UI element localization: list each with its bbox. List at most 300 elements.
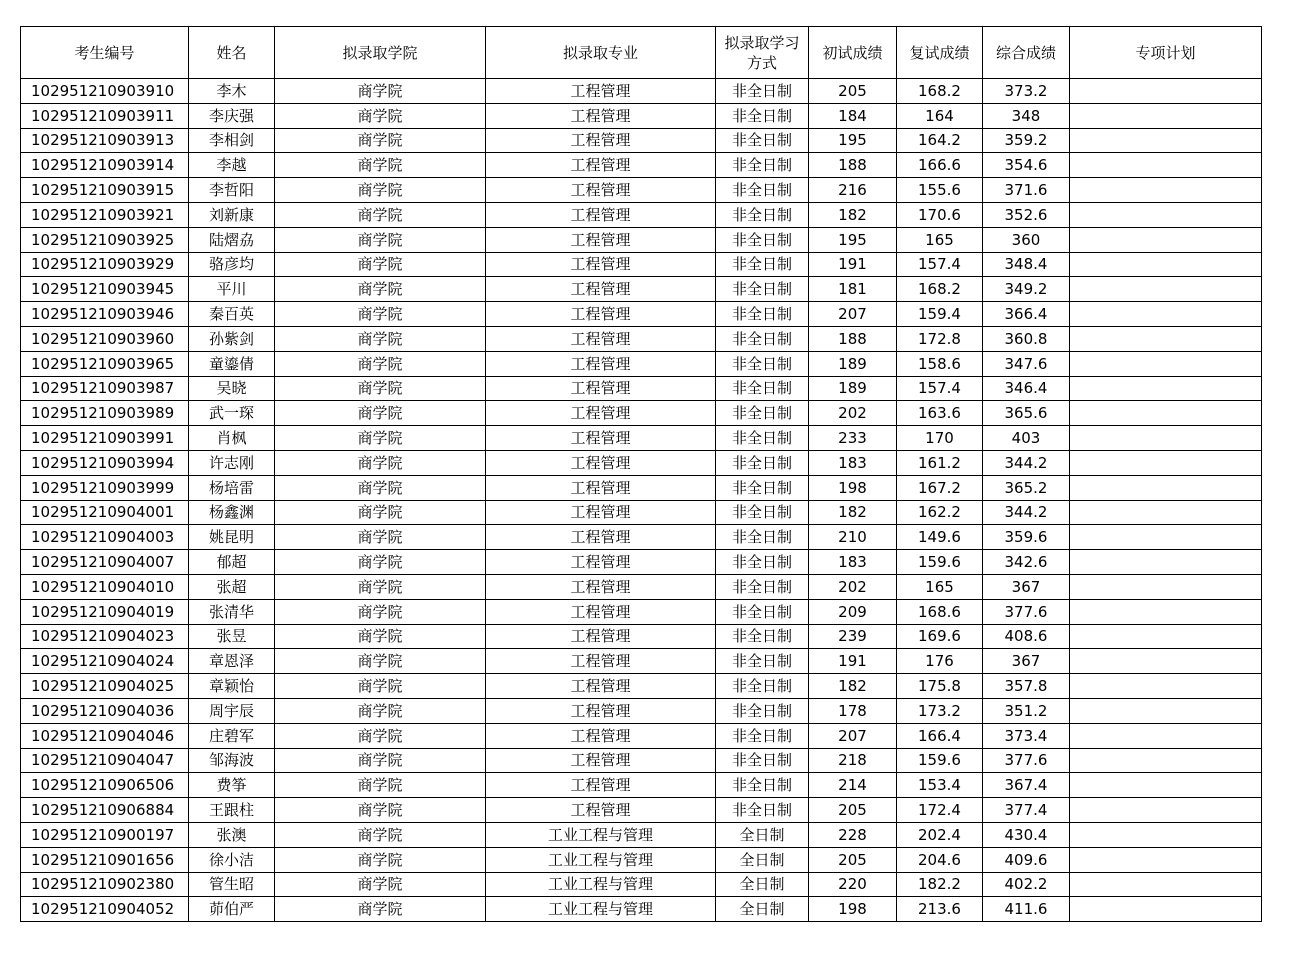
cell-major: 工程管理 [486, 426, 716, 451]
cell-study-mode: 非全日制 [716, 550, 809, 575]
cell-name: 李木 [189, 79, 275, 104]
cell-college: 商学院 [275, 376, 486, 401]
cell-initial-score: 218 [809, 748, 897, 773]
cell-study-mode: 非全日制 [716, 227, 809, 252]
cell-college: 商学院 [275, 550, 486, 575]
cell-total-score: 411.6 [983, 897, 1070, 922]
cell-major: 工程管理 [486, 103, 716, 128]
cell-candidate-id: 102951210900197 [21, 822, 189, 847]
cell-study-mode: 非全日制 [716, 376, 809, 401]
cell-retest-score: 170 [897, 426, 983, 451]
cell-candidate-id: 102951210903921 [21, 202, 189, 227]
cell-name: 章恩泽 [189, 649, 275, 674]
cell-college: 商学院 [275, 401, 486, 426]
cell-major: 工程管理 [486, 326, 716, 351]
table-row [21, 649, 1262, 674]
cell-special-plan [1070, 351, 1262, 376]
cell-special-plan [1070, 227, 1262, 252]
cell-major: 工程管理 [486, 202, 716, 227]
table-row [21, 847, 1262, 872]
cell-name: 孙紫剑 [189, 326, 275, 351]
cell-candidate-id: 102951210904007 [21, 550, 189, 575]
cell-initial-score: 191 [809, 252, 897, 277]
cell-college: 商学院 [275, 723, 486, 748]
cell-study-mode: 非全日制 [716, 302, 809, 327]
cell-retest-score: 157.4 [897, 252, 983, 277]
cell-initial-score: 195 [809, 128, 897, 153]
cell-total-score: 359.2 [983, 128, 1070, 153]
cell-special-plan [1070, 847, 1262, 872]
table-row [21, 599, 1262, 624]
cell-study-mode: 非全日制 [716, 277, 809, 302]
cell-major: 工程管理 [486, 574, 716, 599]
cell-name: 吴晓 [189, 376, 275, 401]
cell-study-mode: 非全日制 [716, 798, 809, 823]
cell-name: 徐小洁 [189, 847, 275, 872]
cell-name: 骆彦均 [189, 252, 275, 277]
cell-college: 商学院 [275, 153, 486, 178]
cell-candidate-id: 102951210904024 [21, 649, 189, 674]
cell-initial-score: 188 [809, 326, 897, 351]
cell-initial-score: 182 [809, 202, 897, 227]
cell-retest-score: 166.4 [897, 723, 983, 748]
cell-special-plan [1070, 79, 1262, 104]
cell-initial-score: 191 [809, 649, 897, 674]
cell-major: 工程管理 [486, 525, 716, 550]
cell-retest-score: 173.2 [897, 698, 983, 723]
cell-total-score: 348 [983, 103, 1070, 128]
cell-initial-score: 216 [809, 178, 897, 203]
table-row [21, 227, 1262, 252]
cell-retest-score: 165 [897, 574, 983, 599]
cell-total-score: 351.2 [983, 698, 1070, 723]
cell-major: 工程管理 [486, 351, 716, 376]
cell-retest-score: 161.2 [897, 450, 983, 475]
cell-total-score: 367 [983, 574, 1070, 599]
cell-initial-score: 198 [809, 897, 897, 922]
cell-name: 张昱 [189, 624, 275, 649]
cell-college: 商学院 [275, 773, 486, 798]
cell-initial-score: 214 [809, 773, 897, 798]
cell-retest-score: 163.6 [897, 401, 983, 426]
table-row [21, 178, 1262, 203]
cell-total-score: 365.2 [983, 475, 1070, 500]
cell-college: 商学院 [275, 178, 486, 203]
cell-study-mode: 非全日制 [716, 79, 809, 104]
cell-college: 商学院 [275, 252, 486, 277]
cell-special-plan [1070, 674, 1262, 699]
cell-name: 周宇辰 [189, 698, 275, 723]
table-row [21, 773, 1262, 798]
cell-special-plan [1070, 872, 1262, 897]
table-row [21, 326, 1262, 351]
cell-total-score: 366.4 [983, 302, 1070, 327]
table-row [21, 624, 1262, 649]
table-row [21, 500, 1262, 525]
cell-retest-score: 168.2 [897, 277, 983, 302]
cell-study-mode: 非全日制 [716, 351, 809, 376]
cell-college: 商学院 [275, 302, 486, 327]
cell-major: 工程管理 [486, 376, 716, 401]
admission-table [20, 26, 1262, 922]
cell-major: 工程管理 [486, 401, 716, 426]
cell-study-mode: 非全日制 [716, 426, 809, 451]
cell-major: 工业工程与管理 [486, 897, 716, 922]
cell-candidate-id: 102951210903999 [21, 475, 189, 500]
cell-major: 工业工程与管理 [486, 872, 716, 897]
cell-college: 商学院 [275, 847, 486, 872]
cell-retest-score: 182.2 [897, 872, 983, 897]
cell-retest-score: 155.6 [897, 178, 983, 203]
cell-special-plan [1070, 723, 1262, 748]
cell-major: 工程管理 [486, 624, 716, 649]
cell-total-score: 354.6 [983, 153, 1070, 178]
cell-name: 许志刚 [189, 450, 275, 475]
table-row [21, 574, 1262, 599]
cell-special-plan [1070, 649, 1262, 674]
cell-retest-score: 167.2 [897, 475, 983, 500]
cell-total-score: 360.8 [983, 326, 1070, 351]
header-retest-score: 复试成绩 [897, 27, 983, 79]
cell-retest-score: 164 [897, 103, 983, 128]
table-header-row [21, 27, 1262, 79]
cell-college: 商学院 [275, 822, 486, 847]
cell-special-plan [1070, 599, 1262, 624]
cell-special-plan [1070, 277, 1262, 302]
cell-retest-score: 159.4 [897, 302, 983, 327]
cell-college: 商学院 [275, 128, 486, 153]
cell-candidate-id: 102951210903914 [21, 153, 189, 178]
table-row [21, 302, 1262, 327]
cell-total-score: 357.8 [983, 674, 1070, 699]
cell-major: 工程管理 [486, 649, 716, 674]
cell-special-plan [1070, 475, 1262, 500]
cell-candidate-id: 102951210903911 [21, 103, 189, 128]
header-total-score: 综合成绩 [983, 27, 1070, 79]
cell-college: 商学院 [275, 698, 486, 723]
cell-initial-score: 183 [809, 450, 897, 475]
cell-initial-score: 210 [809, 525, 897, 550]
cell-name: 陆熠劦 [189, 227, 275, 252]
cell-candidate-id: 102951210903989 [21, 401, 189, 426]
cell-college: 商学院 [275, 202, 486, 227]
cell-college: 商学院 [275, 872, 486, 897]
table-row [21, 872, 1262, 897]
cell-candidate-id: 102951210906884 [21, 798, 189, 823]
cell-study-mode: 非全日制 [716, 178, 809, 203]
cell-total-score: 360 [983, 227, 1070, 252]
table-row [21, 153, 1262, 178]
cell-special-plan [1070, 525, 1262, 550]
table-row [21, 376, 1262, 401]
cell-study-mode: 非全日制 [716, 599, 809, 624]
cell-study-mode: 非全日制 [716, 773, 809, 798]
cell-name: 管生昭 [189, 872, 275, 897]
cell-retest-score: 162.2 [897, 500, 983, 525]
table-row [21, 798, 1262, 823]
cell-major: 工程管理 [486, 302, 716, 327]
cell-major: 工程管理 [486, 227, 716, 252]
cell-candidate-id: 102951210903913 [21, 128, 189, 153]
cell-study-mode: 非全日制 [716, 401, 809, 426]
cell-total-score: 402.2 [983, 872, 1070, 897]
cell-total-score: 344.2 [983, 500, 1070, 525]
cell-special-plan [1070, 401, 1262, 426]
cell-major: 工程管理 [486, 128, 716, 153]
cell-total-score: 346.4 [983, 376, 1070, 401]
cell-candidate-id: 102951210904025 [21, 674, 189, 699]
cell-initial-score: 205 [809, 847, 897, 872]
cell-name: 张超 [189, 574, 275, 599]
cell-college: 商学院 [275, 326, 486, 351]
header-name: 姓名 [189, 27, 275, 79]
cell-major: 工程管理 [486, 798, 716, 823]
cell-total-score: 367 [983, 649, 1070, 674]
cell-college: 商学院 [275, 897, 486, 922]
cell-study-mode: 全日制 [716, 897, 809, 922]
cell-major: 工程管理 [486, 500, 716, 525]
table-row [21, 525, 1262, 550]
cell-study-mode: 非全日制 [716, 153, 809, 178]
cell-initial-score: 189 [809, 351, 897, 376]
cell-study-mode: 非全日制 [716, 500, 809, 525]
table-row [21, 450, 1262, 475]
cell-initial-score: 209 [809, 599, 897, 624]
cell-name: 王跟柱 [189, 798, 275, 823]
cell-retest-score: 172.8 [897, 326, 983, 351]
cell-college: 商学院 [275, 277, 486, 302]
table-body [21, 79, 1262, 922]
cell-initial-score: 205 [809, 79, 897, 104]
cell-name: 张清华 [189, 599, 275, 624]
cell-special-plan [1070, 178, 1262, 203]
table-row [21, 351, 1262, 376]
cell-retest-score: 166.6 [897, 153, 983, 178]
cell-retest-score: 176 [897, 649, 983, 674]
cell-candidate-id: 102951210904036 [21, 698, 189, 723]
cell-special-plan [1070, 822, 1262, 847]
cell-study-mode: 非全日制 [716, 698, 809, 723]
cell-total-score: 342.6 [983, 550, 1070, 575]
cell-special-plan [1070, 326, 1262, 351]
header-candidate-id: 考生编号 [21, 27, 189, 79]
header-major: 拟录取专业 [486, 27, 716, 79]
cell-total-score: 377.6 [983, 599, 1070, 624]
cell-name: 郁超 [189, 550, 275, 575]
header-college: 拟录取学院 [275, 27, 486, 79]
cell-initial-score: 228 [809, 822, 897, 847]
cell-total-score: 373.4 [983, 723, 1070, 748]
cell-candidate-id: 102951210906506 [21, 773, 189, 798]
cell-candidate-id: 102951210904010 [21, 574, 189, 599]
cell-candidate-id: 102951210903946 [21, 302, 189, 327]
table-row [21, 277, 1262, 302]
cell-name: 杨培雷 [189, 475, 275, 500]
cell-college: 商学院 [275, 227, 486, 252]
cell-name: 李庆强 [189, 103, 275, 128]
table-row [21, 748, 1262, 773]
cell-total-score: 371.6 [983, 178, 1070, 203]
table-row [21, 723, 1262, 748]
cell-retest-score: 202.4 [897, 822, 983, 847]
cell-retest-score: 175.8 [897, 674, 983, 699]
table-row [21, 103, 1262, 128]
cell-study-mode: 非全日制 [716, 748, 809, 773]
cell-retest-score: 164.2 [897, 128, 983, 153]
table-row [21, 128, 1262, 153]
cell-name: 李相剑 [189, 128, 275, 153]
cell-college: 商学院 [275, 525, 486, 550]
cell-candidate-id: 102951210904019 [21, 599, 189, 624]
cell-special-plan [1070, 426, 1262, 451]
cell-retest-score: 168.6 [897, 599, 983, 624]
cell-candidate-id: 102951210904001 [21, 500, 189, 525]
cell-name: 刘新康 [189, 202, 275, 227]
cell-total-score: 349.2 [983, 277, 1070, 302]
cell-initial-score: 239 [809, 624, 897, 649]
cell-special-plan [1070, 748, 1262, 773]
cell-candidate-id: 102951210904046 [21, 723, 189, 748]
cell-major: 工程管理 [486, 153, 716, 178]
cell-total-score: 430.4 [983, 822, 1070, 847]
cell-college: 商学院 [275, 674, 486, 699]
cell-candidate-id: 102951210903910 [21, 79, 189, 104]
cell-major: 工程管理 [486, 698, 716, 723]
cell-candidate-id: 102951210903960 [21, 326, 189, 351]
table-row [21, 698, 1262, 723]
cell-initial-score: 195 [809, 227, 897, 252]
cell-initial-score: 189 [809, 376, 897, 401]
cell-name: 童鎏倩 [189, 351, 275, 376]
cell-initial-score: 198 [809, 475, 897, 500]
cell-initial-score: 184 [809, 103, 897, 128]
cell-special-plan [1070, 376, 1262, 401]
cell-college: 商学院 [275, 351, 486, 376]
cell-name: 李哲阳 [189, 178, 275, 203]
table-row [21, 202, 1262, 227]
cell-total-score: 365.6 [983, 401, 1070, 426]
cell-special-plan [1070, 698, 1262, 723]
cell-retest-score: 153.4 [897, 773, 983, 798]
table-row [21, 426, 1262, 451]
cell-initial-score: 183 [809, 550, 897, 575]
cell-study-mode: 非全日制 [716, 128, 809, 153]
cell-study-mode: 非全日制 [716, 103, 809, 128]
cell-total-score: 347.6 [983, 351, 1070, 376]
cell-college: 商学院 [275, 426, 486, 451]
cell-major: 工程管理 [486, 723, 716, 748]
cell-retest-score: 158.6 [897, 351, 983, 376]
cell-study-mode: 全日制 [716, 847, 809, 872]
cell-study-mode: 全日制 [716, 872, 809, 897]
cell-total-score: 377.6 [983, 748, 1070, 773]
cell-major: 工业工程与管理 [486, 847, 716, 872]
cell-college: 商学院 [275, 624, 486, 649]
cell-initial-score: 207 [809, 723, 897, 748]
cell-major: 工业工程与管理 [486, 822, 716, 847]
cell-initial-score: 202 [809, 574, 897, 599]
cell-special-plan [1070, 153, 1262, 178]
cell-special-plan [1070, 550, 1262, 575]
cell-retest-score: 213.6 [897, 897, 983, 922]
cell-retest-score: 149.6 [897, 525, 983, 550]
cell-initial-score: 182 [809, 500, 897, 525]
cell-special-plan [1070, 103, 1262, 128]
cell-retest-score: 159.6 [897, 748, 983, 773]
cell-study-mode: 非全日制 [716, 326, 809, 351]
cell-name: 平川 [189, 277, 275, 302]
cell-major: 工程管理 [486, 599, 716, 624]
cell-major: 工程管理 [486, 550, 716, 575]
cell-retest-score: 169.6 [897, 624, 983, 649]
cell-name: 杨鑫渊 [189, 500, 275, 525]
cell-study-mode: 非全日制 [716, 574, 809, 599]
cell-special-plan [1070, 798, 1262, 823]
cell-major: 工程管理 [486, 748, 716, 773]
cell-name: 费筝 [189, 773, 275, 798]
cell-candidate-id: 102951210903915 [21, 178, 189, 203]
cell-total-score: 348.4 [983, 252, 1070, 277]
cell-initial-score: 202 [809, 401, 897, 426]
cell-study-mode: 非全日制 [716, 525, 809, 550]
cell-major: 工程管理 [486, 773, 716, 798]
table-row [21, 822, 1262, 847]
cell-retest-score: 168.2 [897, 79, 983, 104]
cell-retest-score: 157.4 [897, 376, 983, 401]
cell-candidate-id: 102951210903994 [21, 450, 189, 475]
cell-major: 工程管理 [486, 178, 716, 203]
cell-major: 工程管理 [486, 475, 716, 500]
cell-college: 商学院 [275, 450, 486, 475]
cell-major: 工程管理 [486, 674, 716, 699]
cell-special-plan [1070, 128, 1262, 153]
table-row [21, 79, 1262, 104]
cell-initial-score: 207 [809, 302, 897, 327]
cell-special-plan [1070, 450, 1262, 475]
cell-study-mode: 非全日制 [716, 624, 809, 649]
header-initial-score: 初试成绩 [809, 27, 897, 79]
cell-special-plan [1070, 624, 1262, 649]
cell-college: 商学院 [275, 79, 486, 104]
cell-name: 茆伯严 [189, 897, 275, 922]
cell-retest-score: 172.4 [897, 798, 983, 823]
cell-initial-score: 220 [809, 872, 897, 897]
cell-college: 商学院 [275, 649, 486, 674]
cell-total-score: 367.4 [983, 773, 1070, 798]
cell-special-plan [1070, 500, 1262, 525]
cell-candidate-id: 102951210904023 [21, 624, 189, 649]
cell-initial-score: 188 [809, 153, 897, 178]
cell-name: 李越 [189, 153, 275, 178]
cell-candidate-id: 102951210902380 [21, 872, 189, 897]
table-row [21, 252, 1262, 277]
cell-candidate-id: 102951210904003 [21, 525, 189, 550]
cell-study-mode: 非全日制 [716, 475, 809, 500]
cell-candidate-id: 102951210903965 [21, 351, 189, 376]
table-row [21, 897, 1262, 922]
cell-study-mode: 非全日制 [716, 649, 809, 674]
cell-initial-score: 181 [809, 277, 897, 302]
cell-college: 商学院 [275, 599, 486, 624]
cell-college: 商学院 [275, 798, 486, 823]
cell-candidate-id: 102951210904052 [21, 897, 189, 922]
cell-college: 商学院 [275, 475, 486, 500]
cell-total-score: 359.6 [983, 525, 1070, 550]
cell-study-mode: 非全日制 [716, 202, 809, 227]
cell-candidate-id: 102951210903945 [21, 277, 189, 302]
cell-special-plan [1070, 574, 1262, 599]
cell-special-plan [1070, 252, 1262, 277]
